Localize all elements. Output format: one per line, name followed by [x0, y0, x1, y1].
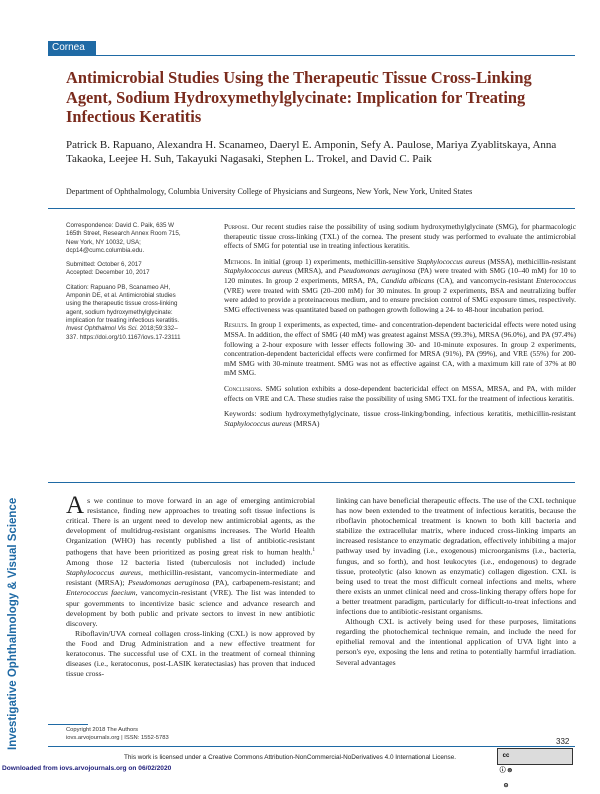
results-label: Results.: [224, 320, 249, 330]
keywords-end: (MRSA): [293, 418, 320, 428]
conclusions-label: Conclusions.: [224, 383, 263, 393]
methods-organism: Staphylococcus aureus: [416, 256, 486, 266]
citation-prefix: Citation: Rapuano PB, Scanameo AH, Amponin DE, et al. Antimicrobial studies using the therapeutic tissue cross-linking agent, sodium hydroxymethylglycinate: implication for treating infectious keratitis.: [66, 283, 180, 324]
body-column-left: [66, 492, 315, 679]
copyright-line: Copyright 2018 The Authors: [66, 727, 139, 733]
conclusions-text: SMG solution exhibits a dose-dependent bactericidal effect on MSSA, MRSA, and PA, with milder effects on VRE and CA. These studies raise the possibility of using SMG TXL for the treatment of infectious keratitis.: [224, 383, 576, 403]
methods-label: Methods.: [224, 256, 253, 266]
body-text: Among those 12 bacteria listed (tuberculosis not included) include: [66, 558, 315, 568]
body-paragraph: linking can have beneficial therapeutic effects. The use of the CXL technique has now been extended to the treatment of infectious keratitis, because the riboflavin photochemical treatment is known to both kill bacteria and stabilize the extracellular matrix, where induced cross-linking imparts an increased resistance to enzymatic degradation, effectively inhibiting a major pathway used by invading (i.e., exogenous) microorganisms (i.e., bacteria, fungus, and so forth), and host leukocytes (i.e., endogenous) to degrade tissue, proteolytic (also known as enzymatic) collagen digestion. CXL is being used to treat the most difficult corneal infections and melts, where there exists an unmet clinical need and cross-linking therapy offers hope for a better treatment paradigm, particularly for difficult-to-treat infections and infections due to antibiotic-resistant organisms.: [336, 496, 576, 617]
keywords-label: Keywords:: [224, 409, 257, 419]
download-watermark: Downloaded from iovs.arvojournals.org on 06/02/2020: [2, 765, 172, 772]
article-title: Antimicrobial Studies Using the Therapeutic Tissue Cross-Linking Agent, Sodium Hydroxymethylglycinate: Implication for Treating Infectious Keratitis: [66, 68, 532, 126]
journal-side-title: [0, 390, 19, 750]
author-list: Patrick B. Rapuano, Alexandra H. Scanameo, Daeryl E. Amponin, Sefy A. Paulose, Mariya Zyablitskaya, Anna Takaoka, Leejee H. Suh, Takayuki Nagasaki, Stephen L. Trokel, and David C. Paik: [66, 139, 557, 165]
footer-rule: [48, 724, 88, 725]
methods-text: (PA) were treated with SMG (10–40 mM) for 10 to 120 minutes. In group 2 experiments, MRSA, PA,: [224, 266, 576, 285]
header-rule: [48, 55, 575, 56]
methods-text: In initial (group 1) experiments, methicillin-sensitive: [254, 256, 415, 266]
correspondence: Correspondence: David C. Paik, 635 W 165th Street, Research Annex Room 715, New York, NY 10032, USA; dcp14@cumc.columbia.edu.: [66, 222, 181, 254]
issn-line: iovs.arvojournals.org | ISSN: 1552-5783: [66, 734, 169, 741]
body-text: (PA), carbapenem-resistant; and: [209, 578, 315, 588]
body-paragraph: [66, 492, 315, 629]
cc-logo-icon: cc ⓘ ⊜ ⊝: [499, 753, 513, 789]
cc-license-badge[interactable]: [497, 748, 573, 789]
page-number: 332: [556, 737, 570, 746]
abstract: [224, 222, 576, 434]
section-tab: Cornea: [48, 41, 96, 55]
body-organism: Pseudomonas aeruginosa: [127, 578, 210, 588]
methods-text: (CA), and vancomycin-resistant: [436, 275, 534, 285]
body-paragraph: Riboflavin/UVA corneal collagen cross-linking (CXL) is now approved by the Food and Drug Administration and a new effective treatment for keratoconus. The successful use of CXL in the treatment of corneal thinning diseases (i.e., keratoconus, post-LASIK keratectasias) has proven that induced tissue cross-: [66, 628, 315, 679]
citation: [66, 284, 184, 342]
abstract-conclusions: [224, 384, 576, 403]
license-rule: [48, 746, 575, 747]
body-column-right: [336, 496, 576, 668]
purpose-text: Our recent studies raise the possibility of using sodium hydroxymethylglycinate (SMG), for pharmacologic therapeutic tissue cross-linking (TXL) of the cornea. The present study was performed to evaluate the antimicrobial effects of SMG for potential use in treating infectious keratitis.: [224, 222, 577, 251]
body-text: , vancomycin-resistant (VRE). The list was intended to spur governments to incentivize basic science and advance research and development by both public and private sectors to invest in new antibiotic discovery.: [66, 588, 315, 628]
abstract-purpose: [224, 222, 576, 251]
license-text[interactable]: This work is licensed under a Creative Commons Attribution-NonCommercial-NoDerivatives 4.0 International License.: [123, 754, 457, 761]
drop-cap: A: [66, 492, 85, 519]
journal-side-title-text: Investigative Ophthalmology & Visual Science: [7, 497, 19, 750]
correspondence-block: [66, 222, 184, 348]
citation-suffix: 2018;59:332–337. https://doi.org/10.1167/iovs.17-23111: [66, 325, 181, 341]
body-text: , methicillin-resistant, vancomycin-intermediate and resistant (MRSA);: [66, 568, 315, 588]
affiliation: Department of Ophthalmology, Columbia University College of Physicians and Surgeons, New York, New York, United States: [66, 187, 473, 196]
copyright: [66, 727, 286, 742]
keywords-text: sodium hydroxymethylglycinate, tissue cross-linking/bonding, infectious keratitis, methicillin-resistant: [260, 409, 576, 419]
methods-organism: Staphylococcus aureus: [224, 266, 293, 276]
abstract-results: [224, 320, 576, 378]
body-text: s we continue to move forward in an age of emerging antimicrobial resistance, finding new approaches to treating soft tissue infections is critical. There is an urgent need to develop new antimicrobial agents, as the development of multidrug-resistant organisms increases. The World Health Organization (WHO) has recently published a list of antibiotic-resistant pathogens that have been prioritized as posing great risk to human health.: [66, 496, 315, 558]
body-paragraph: Although CXL is actively being used for these purposes, limitations regarding the photochemical technique remain, and include the need for epithelial removal and the intentional application of UVA light into a person's eye, exposing the lens and retina to potentially harmful irradiation. Several advantages: [336, 617, 576, 667]
methods-organism: Enterococcus: [536, 275, 576, 285]
methods-text: (VRE) were treated with SMG (20–200 mM) for 30 minutes. In group 2 experiments, BSA and neutralizing buffer were added to provide a proteinaceous medium, and to ensure precision control of SMG exposure times, respectively. SMG effectiveness was quantitated based on pathogen growth following a 24- to 48-hour incubation period.: [224, 285, 576, 314]
purpose-label: Purpose.: [224, 222, 250, 231]
abstract-methods: [224, 257, 576, 315]
body-organism: Enterococcus faecium: [66, 588, 136, 598]
body-organism: Staphylococcus aureus: [66, 568, 141, 578]
abstract-rule: [48, 482, 575, 483]
abstract-keywords: [224, 409, 576, 428]
accepted-date: Accepted: December 10, 2017: [66, 269, 150, 277]
submitted-date: Submitted: October 6, 2017: [66, 261, 142, 269]
affiliation-rule: [48, 208, 575, 209]
citation-journal: Invest Ophthalmol Vis Sci.: [66, 325, 139, 333]
methods-text: (MRSA), and: [294, 266, 336, 276]
keywords-organism: Staphylococcus aureus: [224, 418, 292, 428]
methods-organism: Candida albicans: [380, 275, 435, 285]
results-text: In group 1 experiments, as expected, time- and concentration-dependent bactericidal effects were noted using MSSA. In addition, the effect of SMG (40 mM) was greatest against MSSA (99.3%), MRSA (96.0%), and PA (97.4%) following a 2-hour exposure with lesser effects following 30- and 10-minute exposures. In group 2 experiments, concentration-dependent bactericidal effects were confirmed for MRSA (91%), PA (99%), and VRE (55%) for 200-mM SMG with 30-minute treatment. SMG was not as effective against CA, with a maximum kill rate of 37% at 80 mM SMG.: [224, 320, 576, 378]
methods-organism: Pseudomonas aeruginosa: [338, 266, 416, 276]
reference-marker[interactable]: 1: [312, 548, 315, 554]
methods-text: (MSSA), methicillin-resistant: [487, 256, 577, 266]
